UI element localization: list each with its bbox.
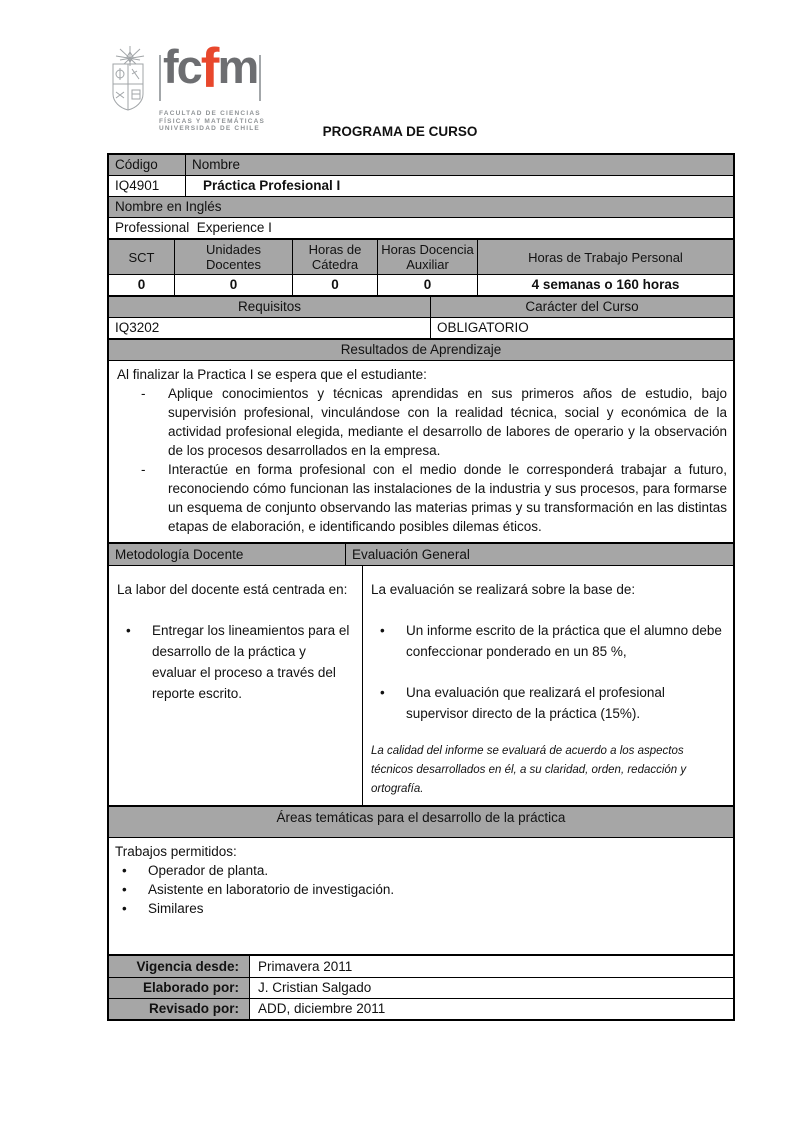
bullet-marker: •: [380, 623, 385, 638]
table-row: [109, 274, 733, 295]
unidades-docentes-value: 0: [174, 275, 292, 295]
sct-value: 0: [137, 277, 146, 292]
areas-item-3-text: Similares: [148, 901, 204, 916]
revisado-por-value: ADD, diciembre 2011: [249, 999, 733, 1019]
evaluacion-bullet-2-text: Una evaluación que realizará el profesional supervisor directo de la práctica (15%).: [406, 685, 665, 721]
elaborado-por-label: Elaborado por:: [109, 978, 249, 998]
bullet-marker: •: [380, 685, 385, 700]
codigo-value: IQ4901: [115, 178, 160, 193]
logo-right-bar: [259, 55, 261, 101]
nombre-value: Práctica Profesional I: [185, 176, 733, 196]
table-row: [109, 565, 733, 805]
resultados-section: [107, 338, 735, 544]
table-row: [109, 155, 733, 175]
evaluacion-note: La calidad del informe se evaluará de acuerdo a los aspectos técnicos desarrollados en él, a su claridad, orden, redacción y ortografía.: [371, 745, 687, 795]
elaborado-por-value: J. Cristian Salgado: [249, 978, 733, 998]
requisitos-value: IQ3202: [115, 320, 160, 335]
areas-body: [109, 838, 733, 954]
nombre-ingles-header: Nombre en Inglés: [109, 197, 733, 217]
table-row: [109, 175, 733, 196]
resultados-bullet-1: [141, 384, 727, 460]
sct-header: SCT: [109, 240, 174, 274]
faculty-line-1: FACULTAD DE CIENCIAS: [159, 110, 261, 117]
areas-item-1-text: Operador de planta.: [148, 863, 269, 878]
credits-table: [107, 238, 735, 297]
areas-item-3: [115, 899, 727, 918]
table-row: [109, 360, 733, 542]
areas-header: Áreas temáticas para el desarrollo de la práctica: [109, 807, 733, 837]
metodologia-evaluacion-section: [107, 542, 735, 807]
course-id-table: [107, 153, 735, 240]
table-row: [109, 837, 733, 954]
metodologia-bullet-1: [117, 620, 353, 704]
metodologia-header: Metodología Docente: [109, 544, 345, 565]
table-row: [109, 977, 733, 998]
unidades-docentes-header: Unidades Docentes: [174, 240, 292, 274]
areas-item-2-text: Asistente en laboratorio de investigación.: [148, 882, 395, 897]
bullet-marker: •: [122, 863, 127, 878]
dash-marker: -: [141, 462, 146, 477]
codigo-header: Código: [109, 155, 185, 175]
resultados-intro: Al finalizar la Practica I se espera que el estudiante:: [117, 367, 427, 382]
page-title: PROGRAMA DE CURSO: [322, 124, 478, 139]
revisado-por-label: Revisado por:: [109, 999, 249, 1019]
resultados-bullet-2: [141, 460, 727, 536]
areas-intro: Trabajos permitidos:: [115, 844, 237, 859]
table-row: [109, 544, 733, 565]
bullet-marker: •: [126, 623, 131, 638]
caracter-curso-value: OBLIGATORIO: [430, 318, 733, 338]
document-body: [107, 155, 735, 1021]
footer-table: [107, 954, 735, 1021]
horas-trabajo-personal-header: Horas de Trabajo Personal: [477, 240, 733, 274]
horas-catedra-value: 0: [292, 275, 377, 295]
dash-marker: -: [141, 386, 146, 401]
evaluacion-bullet-1: [371, 620, 724, 662]
table-row: [109, 196, 733, 217]
evaluacion-bullet-1-text: Un informe escrito de la práctica que el alumno debe confeccionar ponderado en un 85 %,: [406, 623, 722, 659]
bullet-marker: •: [122, 882, 127, 897]
faculty-line-2: FÍSICAS Y MATEMÁTICAS: [159, 117, 266, 125]
fcfm-letters-fc: fc: [163, 40, 201, 93]
fcfm-logo: [106, 36, 266, 133]
horas-docencia-auxiliar-header: Horas Docencia Auxiliar: [377, 240, 477, 274]
metodologia-bullet-1-text: Entregar los lineamientos para el desarrollo de la práctica y evaluar el proceso a través del reporte escrito.: [152, 623, 350, 701]
fcfm-letter-f-red: f: [200, 36, 218, 99]
table-row: [109, 317, 733, 338]
requisitos-header: Requisitos: [109, 297, 430, 317]
caracter-curso-header: Carácter del Curso: [430, 297, 733, 317]
vigencia-desde-label: Vigencia desde:: [109, 956, 249, 977]
areas-tematicas-section: [107, 805, 735, 956]
nombre-header: Nombre: [185, 155, 733, 175]
resultados-bullet-1-text: Aplique conocimientos y técnicas aprendidas en sus primeros años de estudio, bajo supervisión profesional, vinculándose con la realidad técnica, social y económica de la actividad profesional elegida, mediante el desarrollo de labores de operario y la observación de los procesos desarrollados en la empresa.: [168, 386, 727, 458]
nombre-ingles-value: Professional Experience I: [115, 220, 272, 235]
requisitos-table: [107, 295, 735, 340]
horas-trabajo-personal-value: 4 semanas o 160 horas: [477, 275, 733, 295]
evaluacion-body: [362, 566, 733, 805]
areas-item-1: [115, 861, 727, 880]
evaluacion-intro: La evaluación se realizará sobre la base de:: [371, 582, 636, 597]
resultados-body: [109, 361, 733, 542]
table-row: [109, 956, 733, 977]
resultados-header: Resultados de Aprendizaje: [109, 340, 733, 360]
table-row: [109, 807, 733, 837]
metodologia-body: [109, 566, 362, 805]
evaluacion-bullet-2: [371, 682, 724, 724]
university-crest-icon: [106, 44, 154, 120]
horas-docencia-auxiliar-value: 0: [377, 275, 477, 295]
metodologia-intro: La labor del docente está centrada en:: [117, 582, 348, 597]
horas-catedra-header: Horas de Cátedra: [292, 240, 377, 274]
table-row: [109, 297, 733, 317]
vigencia-desde-value: Primavera 2011: [249, 956, 733, 977]
fcfm-letter-m: m: [217, 40, 258, 93]
fcfm-wordmark: [163, 36, 258, 99]
logo-left-bar: [159, 55, 161, 101]
table-row: [109, 340, 733, 360]
resultados-bullet-2-text: Interactúe en forma profesional con el medio donde le corresponderá trabajar a futuro, reconociendo cómo funcionan las instalaciones de la industria y sus procesos, para formarse un esquema de conjunto observando las materias primas y su transformación en las distintas etapas de elaboración, e identificando posibles dilemas éticos.: [168, 462, 727, 534]
evaluacion-header: Evaluación General: [345, 544, 733, 565]
table-row: [109, 998, 733, 1019]
bullet-marker: •: [122, 901, 127, 916]
areas-item-2: [115, 880, 727, 899]
table-row: [109, 240, 733, 274]
table-row: [109, 217, 733, 238]
faculty-line-3: UNIVERSIDAD DE CHILE: [159, 125, 260, 132]
